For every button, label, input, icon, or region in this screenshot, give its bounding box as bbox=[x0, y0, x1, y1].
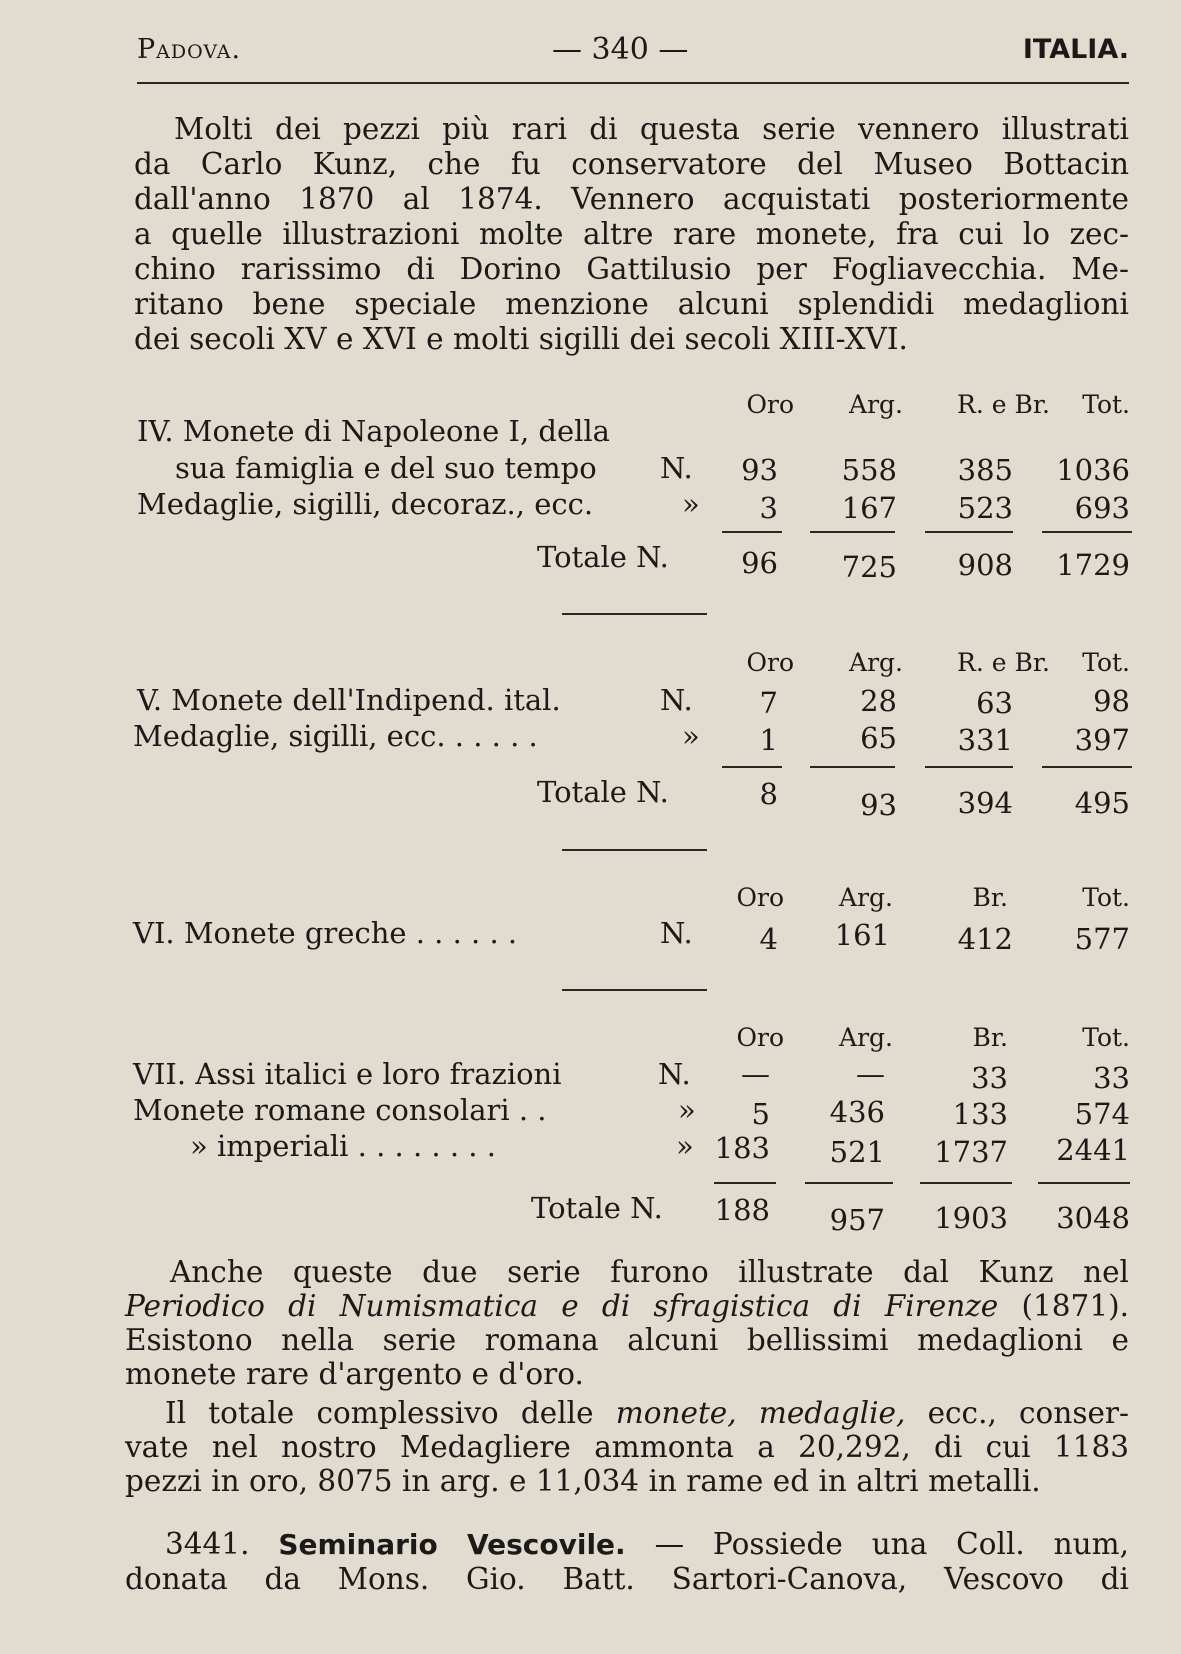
total-value: 725 bbox=[841, 550, 897, 584]
entry-3441 bbox=[125, 1527, 1129, 1596]
text-fragment: Il totale complessivo delle bbox=[165, 1396, 594, 1430]
header-country: ITALIA. bbox=[1022, 34, 1129, 65]
total-value: 188 bbox=[714, 1193, 770, 1227]
row-label: V. Monete dell'Indipend. ital. bbox=[137, 683, 561, 717]
section-separator bbox=[562, 849, 707, 851]
cell-value: 2441 bbox=[1056, 1133, 1130, 1167]
cell-value: 521 bbox=[829, 1135, 885, 1169]
col-header: R. e Br. bbox=[957, 648, 1050, 677]
sum-rule bbox=[722, 766, 782, 768]
text-fragment: — Possiede una Coll. num, bbox=[654, 1527, 1129, 1561]
section-separator bbox=[562, 613, 707, 615]
cell-value: — bbox=[741, 1057, 770, 1091]
cell-value: 28 bbox=[860, 684, 897, 718]
row-label: Medaglie, sigilli, decoraz., ecc. bbox=[137, 487, 594, 521]
cell-value: 167 bbox=[841, 491, 897, 525]
col-header: Arg. bbox=[849, 648, 903, 677]
cell-value: 1737 bbox=[934, 1135, 1008, 1169]
text-line bbox=[125, 1396, 1129, 1430]
total-value: 394 bbox=[957, 786, 1013, 820]
row-label: Monete romane consolari . . bbox=[133, 1093, 547, 1127]
row-mark: N. bbox=[660, 916, 693, 950]
sum-rule bbox=[920, 1182, 1012, 1184]
total-label: Totale N. bbox=[537, 775, 669, 809]
sum-rule bbox=[1042, 531, 1132, 533]
col-header: Arg. bbox=[839, 1023, 893, 1052]
total-value: 1903 bbox=[934, 1201, 1008, 1235]
cell-value: 574 bbox=[1074, 1097, 1130, 1131]
row-label: » imperiali . . . . . . . . bbox=[190, 1129, 496, 1163]
cell-value: 7 bbox=[759, 686, 778, 720]
periodical-title: Periodico di Numismatica e di sfragistica di Firenze bbox=[125, 1289, 999, 1323]
row-label: IV. Monete di Napoleone I, della bbox=[137, 414, 610, 448]
text-fragment: ecc., conser- bbox=[927, 1396, 1129, 1430]
row-mark: » bbox=[676, 1129, 694, 1163]
text-line: dall'anno 1870 al 1874. Vennero acquistati posteriormente bbox=[134, 182, 1129, 216]
cell-value: 3 bbox=[759, 491, 778, 525]
cell-value: 33 bbox=[1093, 1061, 1130, 1095]
text-line: a quelle illustrazioni molte altre rare monete, fra cui lo zec- bbox=[134, 217, 1129, 251]
text-line: Molti dei pezzi più rari di questa serie vennero illustrati bbox=[174, 112, 1129, 146]
cell-value: 4 bbox=[759, 922, 778, 956]
cell-value: — bbox=[856, 1057, 885, 1091]
sum-rule bbox=[1042, 766, 1132, 768]
entry-title: Seminario Vescovile. bbox=[278, 1528, 626, 1561]
total-value: 8 bbox=[759, 777, 778, 811]
text-line bbox=[125, 1289, 1129, 1323]
total-value: 1729 bbox=[1056, 548, 1130, 582]
text-line: da Carlo Kunz, che fu conservatore del Museo Bottacin bbox=[134, 147, 1129, 181]
cell-value: 331 bbox=[957, 723, 1013, 757]
sum-rule bbox=[925, 766, 1013, 768]
col-header: Tot. bbox=[1082, 883, 1130, 912]
cell-value: 1036 bbox=[1056, 453, 1130, 487]
col-header: Arg. bbox=[849, 390, 903, 419]
col-header: Oro bbox=[736, 883, 784, 912]
cell-value: 65 bbox=[860, 721, 897, 755]
row-mark: N. bbox=[660, 451, 693, 485]
total-label: Totale N. bbox=[531, 1191, 663, 1225]
row-label: VI. Monete greche . . . . . . bbox=[133, 916, 518, 950]
col-header: Oro bbox=[736, 1023, 784, 1052]
header-rule bbox=[137, 82, 1129, 84]
text-line: pezzi in oro, 8075 in arg. e 11,034 in rame ed in altri metalli. bbox=[125, 1464, 1041, 1498]
text-line: monete rare d'argento e d'oro. bbox=[125, 1357, 584, 1391]
total-paragraph bbox=[125, 1396, 1129, 1498]
text-line: ritano bene speciale menzione alcuni splendidi medaglioni bbox=[134, 287, 1129, 321]
page-number: — 340 — bbox=[552, 32, 689, 67]
row-label: VII. Assi italici e loro frazioni bbox=[133, 1057, 562, 1091]
cell-value: 133 bbox=[952, 1097, 1008, 1131]
sum-rule bbox=[722, 531, 782, 533]
section-separator bbox=[562, 989, 707, 991]
text-line: chino rarissimo di Dorino Gattilusio per Fogliavecchia. Me- bbox=[134, 252, 1129, 286]
page-header bbox=[137, 30, 1129, 70]
cell-value: 577 bbox=[1074, 922, 1130, 956]
cell-value: 693 bbox=[1074, 491, 1130, 525]
row-mark: » bbox=[682, 487, 700, 521]
closing-paragraph bbox=[125, 1255, 1129, 1391]
sum-rule bbox=[925, 531, 1013, 533]
col-header: Oro bbox=[746, 390, 794, 419]
entry-number: 3441. bbox=[165, 1527, 250, 1561]
total-label: Totale N. bbox=[537, 540, 669, 574]
total-value: 3048 bbox=[1056, 1201, 1130, 1235]
text-line bbox=[125, 1527, 1129, 1562]
sum-rule bbox=[810, 766, 895, 768]
sum-rule bbox=[714, 1182, 776, 1184]
row-label: sua famiglia e del suo tempo bbox=[175, 451, 597, 485]
row-mark: N. bbox=[660, 683, 693, 717]
col-header: Br. bbox=[972, 1023, 1008, 1052]
total-value: 93 bbox=[860, 788, 897, 822]
text-line: donata da Mons. Gio. Batt. Sartori-Canova, Vescovo di bbox=[125, 1562, 1129, 1596]
sum-rule bbox=[1038, 1182, 1130, 1184]
text-fragment: (1871). bbox=[1021, 1289, 1129, 1323]
sum-rule bbox=[810, 531, 895, 533]
text-line: dei secoli XV e XVI e molti sigilli dei secoli XIII-XVI. bbox=[134, 322, 908, 356]
col-header: Oro bbox=[746, 648, 794, 677]
cell-value: 161 bbox=[834, 918, 890, 952]
col-header: Tot. bbox=[1082, 648, 1130, 677]
cell-value: 385 bbox=[957, 453, 1013, 487]
total-value: 908 bbox=[957, 548, 1013, 582]
text-line: Anche queste due serie furono illustrate dal Kunz nel bbox=[170, 1255, 1129, 1289]
cell-value: 33 bbox=[971, 1061, 1008, 1095]
cell-value: 63 bbox=[976, 686, 1013, 720]
cell-value: 183 bbox=[714, 1131, 770, 1165]
intro-paragraph bbox=[134, 112, 1129, 357]
col-header: Arg. bbox=[839, 883, 893, 912]
cell-value: 412 bbox=[957, 922, 1013, 956]
row-mark: » bbox=[678, 1093, 696, 1127]
cell-value: 523 bbox=[957, 491, 1013, 525]
total-value: 957 bbox=[829, 1203, 885, 1237]
col-header: Tot. bbox=[1082, 1023, 1130, 1052]
row-label: Medaglie, sigilli, ecc. . . . . . bbox=[133, 719, 538, 753]
total-value: 495 bbox=[1074, 786, 1130, 820]
text-line: vate nel nostro Medagliere ammonta a 20,292, di cui 1183 bbox=[125, 1430, 1129, 1464]
col-header: R. e Br. bbox=[957, 390, 1050, 419]
col-header: Tot. bbox=[1082, 390, 1130, 419]
cell-value: 98 bbox=[1093, 684, 1130, 718]
cell-value: 5 bbox=[751, 1097, 770, 1131]
row-mark: N. bbox=[658, 1057, 691, 1091]
italic-fragment: monete, medaglie, bbox=[615, 1396, 906, 1430]
total-value: 96 bbox=[741, 546, 778, 580]
cell-value: 436 bbox=[829, 1095, 885, 1129]
cell-value: 93 bbox=[741, 453, 778, 487]
header-city: Padova. bbox=[137, 34, 242, 65]
col-header: Br. bbox=[972, 883, 1008, 912]
sum-rule bbox=[805, 1182, 893, 1184]
cell-value: 397 bbox=[1074, 723, 1130, 757]
row-mark: » bbox=[682, 719, 700, 753]
text-line: Esistono nella serie romana alcuni bellissimi medaglioni e bbox=[125, 1323, 1129, 1357]
cell-value: 558 bbox=[841, 453, 897, 487]
cell-value: 1 bbox=[759, 723, 778, 757]
